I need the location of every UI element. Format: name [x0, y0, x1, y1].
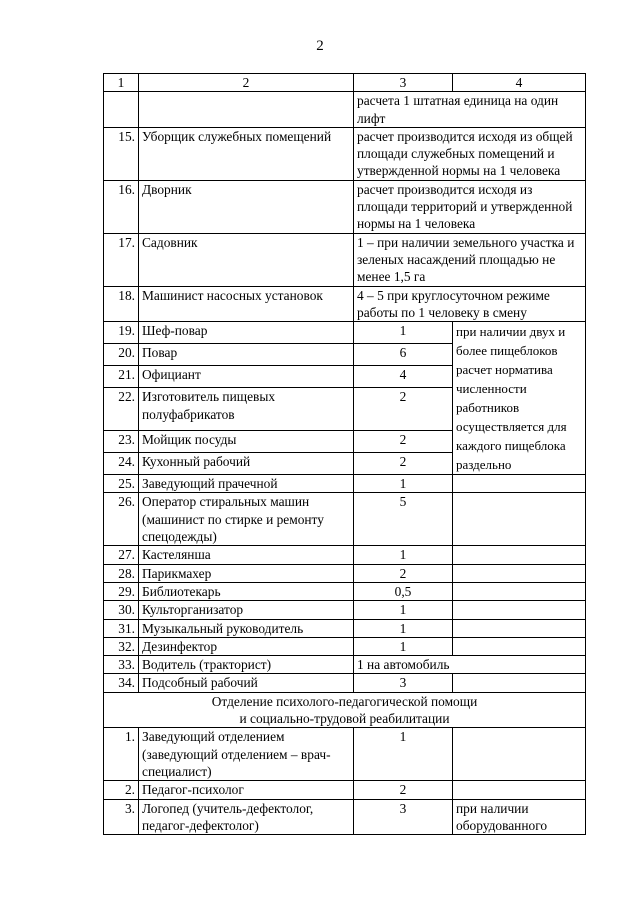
- table-row: [104, 674, 586, 692]
- position-name: [139, 92, 354, 128]
- staff-count: 6: [354, 344, 453, 366]
- position-name: Садовник: [139, 233, 354, 286]
- row-number: 17.: [104, 233, 139, 286]
- note-cell: [453, 674, 586, 692]
- staff-count: 1: [354, 728, 453, 781]
- row-number: 20.: [104, 344, 139, 366]
- row-number: 24.: [104, 453, 139, 475]
- position-name: Заведующий прачечной: [139, 475, 354, 493]
- note-cell: [453, 582, 586, 600]
- position-name: Логопед (учитель-дефектолог, педагог-дефектолог): [139, 799, 354, 835]
- merged-norm: 1 на автомобиль: [354, 656, 586, 674]
- row-number: 3.: [104, 799, 139, 835]
- row-number: [104, 92, 139, 128]
- position-name: Машинист насосных установок: [139, 286, 354, 322]
- table-row: [104, 493, 586, 546]
- row-number: 18.: [104, 286, 139, 322]
- staff-count: 2: [354, 781, 453, 799]
- position-name: Водитель (тракторист): [139, 656, 354, 674]
- table-row: [104, 92, 586, 128]
- table-row: [104, 180, 586, 233]
- position-name: Парикмахер: [139, 564, 354, 582]
- staff-count: 3: [354, 674, 453, 692]
- row-number: 34.: [104, 674, 139, 692]
- position-name: Официант: [139, 366, 354, 388]
- note-cell: [453, 564, 586, 582]
- position-name: Библиотекарь: [139, 582, 354, 600]
- row-number: 29.: [104, 582, 139, 600]
- note-cell: [453, 619, 586, 637]
- position-name: Оператор стиральных машин (машинист по стирке и ремонту спецодежды): [139, 493, 354, 546]
- staff-count: 0,5: [354, 582, 453, 600]
- staff-count: 4: [354, 366, 453, 388]
- section-header-row: [104, 692, 586, 728]
- staff-count: 3: [354, 799, 453, 835]
- row-number: 33.: [104, 656, 139, 674]
- note-cell: [453, 475, 586, 493]
- table-row: [104, 619, 586, 637]
- position-name: Подсобный рабочий: [139, 674, 354, 692]
- section-title: [104, 692, 586, 728]
- row-number: 21.: [104, 366, 139, 388]
- staff-count: 2: [354, 564, 453, 582]
- row-number: 22.: [104, 388, 139, 431]
- merged-norm: 1 – при наличии земельного участка и зеленых насаждений площадью не менее 1,5 га: [354, 233, 586, 286]
- note-cell: [453, 637, 586, 655]
- header-col-3: 3: [354, 74, 453, 92]
- position-name: Повар: [139, 344, 354, 366]
- kitchen-note: при наличии двух и более пищеблоков расчет норматива численности работников осуществляется для каждого пищеблока раздельно: [453, 322, 586, 475]
- table-header-row: [104, 74, 586, 92]
- header-col-4: 4: [453, 74, 586, 92]
- staff-count: 1: [354, 546, 453, 564]
- note-cell: [453, 601, 586, 619]
- position-name: Изготовитель пищевых полуфабрикатов: [139, 388, 354, 431]
- position-name: Дезинфектор: [139, 637, 354, 655]
- table-row: [104, 564, 586, 582]
- row-number: 25.: [104, 475, 139, 493]
- table-row: [104, 127, 586, 180]
- staff-count: 2: [354, 388, 453, 431]
- position-name: Кастелянша: [139, 546, 354, 564]
- staff-count: 1: [354, 619, 453, 637]
- row-number: 28.: [104, 564, 139, 582]
- staff-count: 2: [354, 453, 453, 475]
- row-number: 23.: [104, 431, 139, 453]
- table-row: [104, 286, 586, 322]
- row-number: 30.: [104, 601, 139, 619]
- row-number: 15.: [104, 127, 139, 180]
- row-number: 26.: [104, 493, 139, 546]
- table-row: [104, 233, 586, 286]
- table-row: [104, 637, 586, 655]
- staff-count: 2: [354, 431, 453, 453]
- position-name: Мойщик посуды: [139, 431, 354, 453]
- row-number: 27.: [104, 546, 139, 564]
- note-cell: [453, 728, 586, 781]
- note-cell: [453, 546, 586, 564]
- table-row: [104, 656, 586, 674]
- merged-norm: расчет производится исходя из общей площади служебных помещений и утвержденной нормы на 1 человека: [354, 127, 586, 180]
- row-number: 1.: [104, 728, 139, 781]
- row-number: 16.: [104, 180, 139, 233]
- table-row: [104, 799, 586, 835]
- row-number: 32.: [104, 637, 139, 655]
- merged-norm: расчета 1 штатная единица на один лифт: [354, 92, 586, 128]
- table-row: [104, 781, 586, 799]
- merged-norm: 4 – 5 при круглосуточном режиме работы по 1 человеку в смену: [354, 286, 586, 322]
- position-name: Уборщик служебных помещений: [139, 127, 354, 180]
- note-cell: при наличии оборудованного: [453, 799, 586, 835]
- table-row: [104, 728, 586, 781]
- table-row: [104, 601, 586, 619]
- staffing-table: [103, 73, 586, 835]
- staff-count: 5: [354, 493, 453, 546]
- position-name: Дворник: [139, 180, 354, 233]
- staff-count: 1: [354, 637, 453, 655]
- staff-count: 1: [354, 475, 453, 493]
- table-row: [104, 582, 586, 600]
- merged-norm: расчет производится исходя из площади территорий и утвержденной нормы на 1 человека: [354, 180, 586, 233]
- page-number: 2: [316, 38, 324, 54]
- position-name: Музыкальный руководитель: [139, 619, 354, 637]
- staff-count: 1: [354, 322, 453, 344]
- note-cell: [453, 493, 586, 546]
- row-number: 31.: [104, 619, 139, 637]
- header-col-1: 1: [104, 74, 139, 92]
- note-cell: [453, 781, 586, 799]
- header-col-2: 2: [139, 74, 354, 92]
- position-name: Культорганизатор: [139, 601, 354, 619]
- row-number: 2.: [104, 781, 139, 799]
- table-row: [104, 546, 586, 564]
- position-name: Заведующий отделением (заведующий отделением – врач-специалист): [139, 728, 354, 781]
- section-title-line-2: и социально-трудовой реабилитации: [239, 711, 450, 727]
- table-row: [104, 322, 586, 344]
- position-name: Педагог-психолог: [139, 781, 354, 799]
- section-title-line-1: Отделение психолого-педагогической помощи: [211, 693, 478, 709]
- position-name: Шеф-повар: [139, 322, 354, 344]
- position-name: Кухонный рабочий: [139, 453, 354, 475]
- table-row: [104, 475, 586, 493]
- staff-count: 1: [354, 601, 453, 619]
- row-number: 19.: [104, 322, 139, 344]
